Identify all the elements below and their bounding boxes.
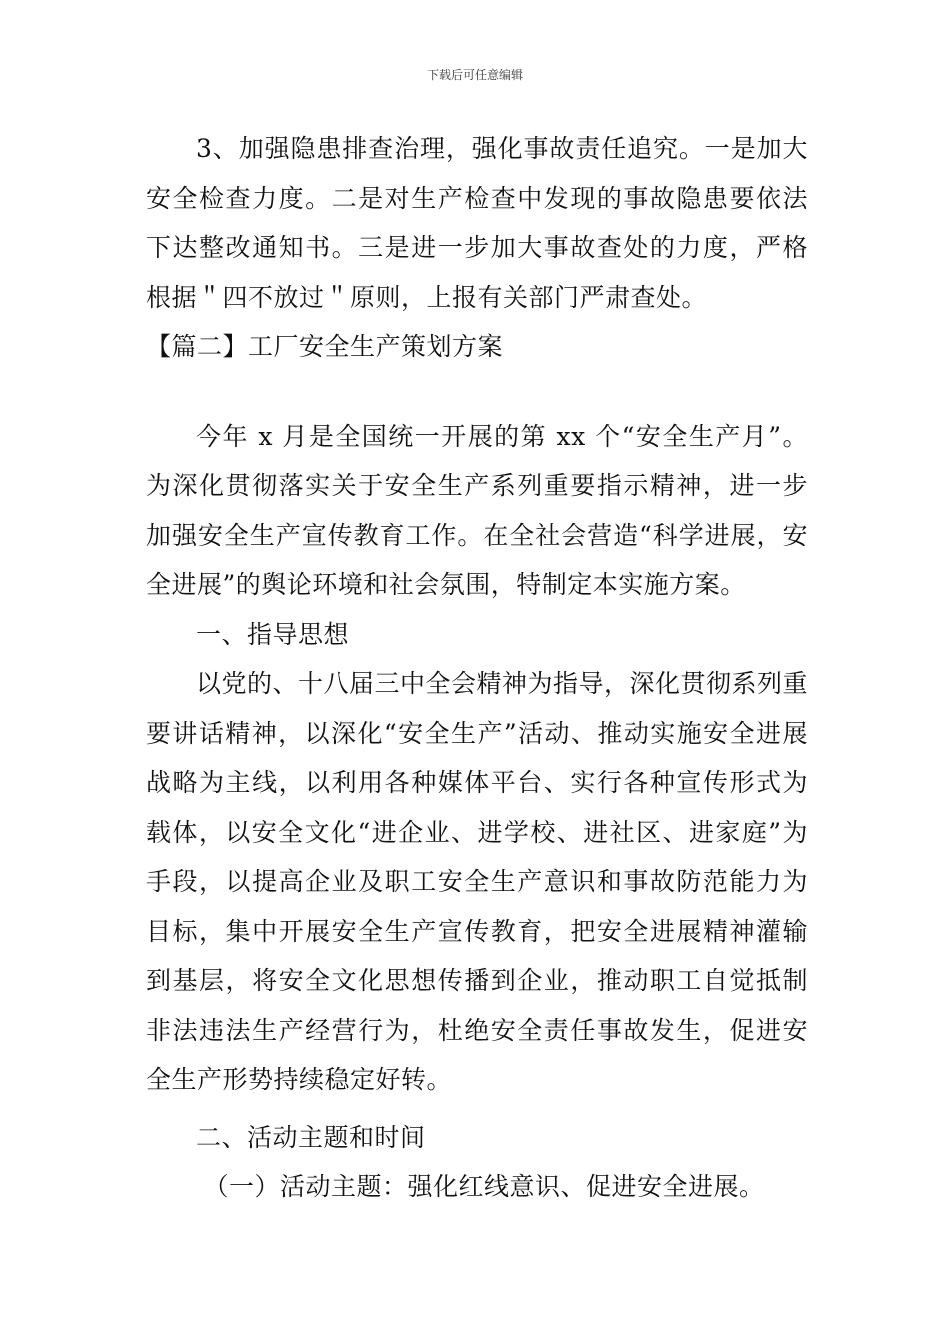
heading-theme-and-time: 二、活动主题和时间 xyxy=(196,1122,426,1152)
section-title: 【篇二】工厂安全生产策划方案 xyxy=(146,332,504,361)
document-body xyxy=(146,124,808,1212)
page-header-note: 下载后可任意编辑 xyxy=(426,68,523,82)
intro-paragraph: 今年 x 月是全国统一开展的第 xx 个“安全生产月”。为深化贯彻落实关于安全生产系列重要指示精神，进一步加强安全生产宣传教育工作。在全社会营造“科学进展，安全进展”的舆论环境和社会氛围，特制定本实施方案。 xyxy=(146,421,808,599)
blank-line xyxy=(146,372,808,412)
blank-line xyxy=(146,1105,808,1113)
theme-item: （一）活动主题：强化红线意识、促进安全进展。 xyxy=(203,1172,765,1201)
paragraph-item-3: 3、加强隐患排查治理，强化事故责任追究。一是加大安全检查力度。二是对生产检查中发现的事故隐患要依法下达整改通知书。三是进一步加大事故查处的力度，严格根据＂四不放过＂原则，上报有关部门严肃查处。 xyxy=(146,134,808,312)
heading-guiding-ideology: 一、指导思想 xyxy=(196,619,350,649)
guiding-ideology-paragraph: 以党的、十八届三中全会精神为指导，深化贯彻系列重要讲话精神，以深化“安全生产”活动、推动实施安全进展战略为主线，以利用各种媒体平台、实行各种宣传形式为载体，以安全文化“进企业、进学校、进社区、进家庭”为手段，以提高企业及职工安全生产意识和事故防范能力为目标，集中开展安全生产宣传教育，把安全进展精神灌输到基层，将安全文化思想传播到企业，推动职工自觉抵制非法违法生产经营行为，杜绝安全责任事故发生，促进安全生产形势持续稳定好转。 xyxy=(146,669,809,1094)
